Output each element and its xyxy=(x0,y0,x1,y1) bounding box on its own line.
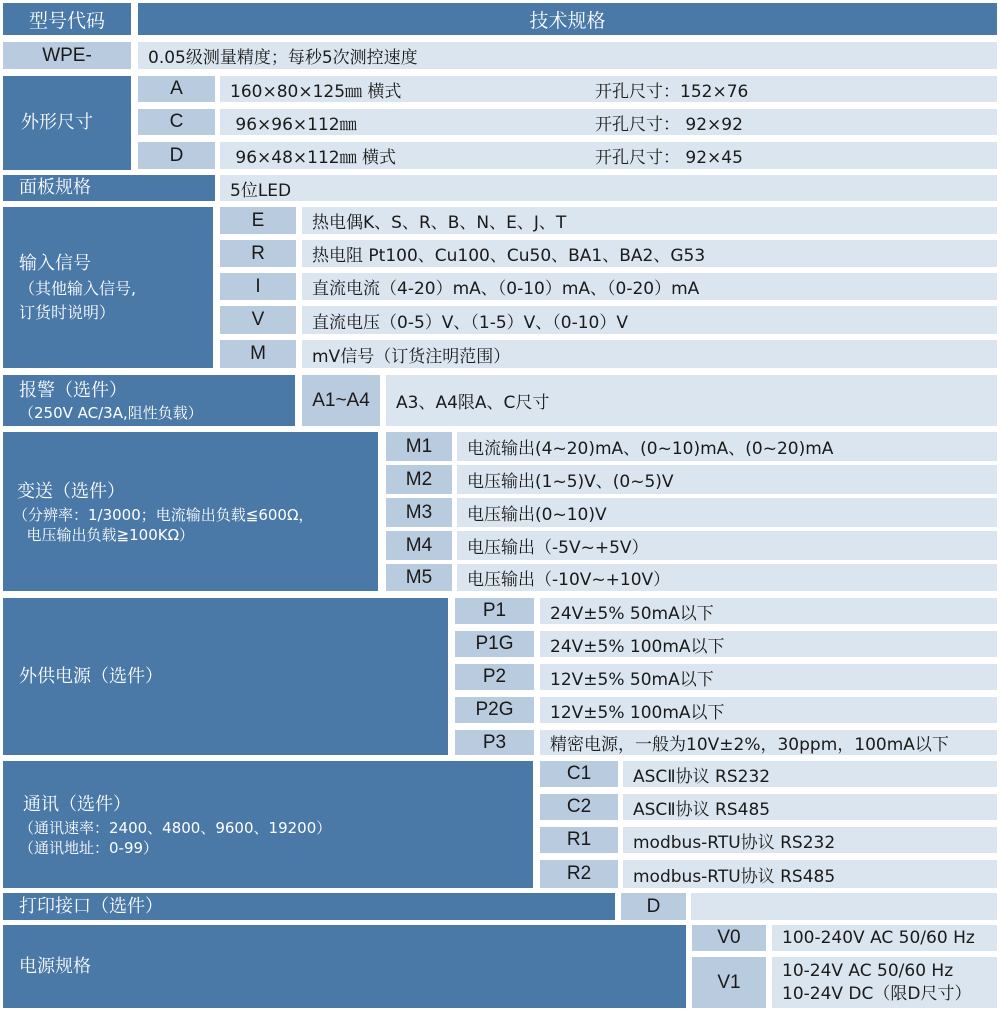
print-desc xyxy=(691,893,997,920)
input-code-m: M xyxy=(220,340,296,368)
transmit-desc-m4: 电压输出（-5V~+5V） xyxy=(457,531,997,560)
dimension-size: 96×48×112㎜ 横式 xyxy=(230,148,397,168)
comm-desc-r1: modbus-RTU协议 RS232 xyxy=(623,827,997,853)
dimension-size: 160×80×125㎜ 横式 xyxy=(230,81,402,102)
transmit-code-m3: M3 xyxy=(386,498,452,527)
transmit-desc-m5: 电压输出（-10V~+10V） xyxy=(457,564,997,591)
aux-desc-p2g: 12V±5% 100mA以下 xyxy=(540,697,997,723)
dimension-cutout: 开孔尺寸： 92×92 xyxy=(595,114,743,135)
print-code: D xyxy=(621,893,686,920)
aux-code-p1: P1 xyxy=(455,598,534,624)
panel-label xyxy=(3,175,215,201)
model-desc: 0.05级测量精度；每秒5次测控速度 xyxy=(138,42,997,69)
alarm-label-text: 报警（选件） xyxy=(19,379,127,401)
panel-desc: 5位LED xyxy=(220,175,997,201)
comm-desc-r2: modbus-RTU协议 RS485 xyxy=(623,860,997,888)
header-tech-spec: 技术规格 xyxy=(138,3,997,35)
panel-label-text: 面板规格 xyxy=(19,177,91,198)
header-model-code: 型号代码 xyxy=(3,3,131,35)
dimension-code-d: D xyxy=(138,142,215,169)
transmit-code-m4: M4 xyxy=(386,531,452,560)
alarm-code: A1~A4 xyxy=(302,375,380,426)
dimension-code-a: A xyxy=(138,76,215,102)
power-desc-v0: 100-240V AC 50/60 Hz xyxy=(772,925,997,951)
print-label-text: 打印接口（选件） xyxy=(19,895,163,917)
power-desc-v1 xyxy=(772,957,997,1008)
input-desc-i: 直流电流（4-20）mA、（0-10）mA、（0-20）mA xyxy=(302,273,997,300)
power-desc-line: 10-24V DC（限D尺寸） xyxy=(782,983,972,1004)
alarm-label xyxy=(3,375,295,426)
input-label-text: 输入信号 xyxy=(19,252,91,274)
comm-code-c2: C2 xyxy=(540,794,618,820)
power-label-text: 电源规格 xyxy=(19,955,91,977)
input-code-e: E xyxy=(220,207,296,234)
input-label xyxy=(3,207,213,368)
comm-desc-c2: ASCⅡ协议 RS485 xyxy=(623,794,997,820)
transmit-desc-m1: 电流输出(4~20)mA、(0~10)mA、(0~20)mA xyxy=(457,432,997,461)
input-desc-m: mV信号（订货注明范围） xyxy=(302,340,997,368)
aux-desc-p3: 精密电源，一般为10V±2%，30ppm，100mA以下 xyxy=(540,730,997,755)
comm-note: （通讯地址：0-99） xyxy=(19,838,159,857)
comm-code-r1: R1 xyxy=(540,827,618,853)
aux-power-label xyxy=(3,598,448,755)
input-desc-e: 热电偶K、S、R、B、N、E、J、T xyxy=(302,207,997,234)
comm-desc-c1: ASCⅡ协议 RS232 xyxy=(623,761,997,787)
transmit-label xyxy=(3,432,378,591)
power-code-v1: V1 xyxy=(692,957,766,1008)
transmit-desc-m2: 电压输出(1~5)V、(0~5)V xyxy=(457,465,997,494)
alarm-note: （250V AC/3A,阻性负载） xyxy=(19,403,203,422)
comm-label xyxy=(3,761,533,888)
dimension-size: 96×96×112㎜ xyxy=(230,114,357,135)
dimension-row-a xyxy=(220,76,997,102)
power-label xyxy=(3,925,686,1008)
dimension-row-d xyxy=(220,142,997,169)
aux-desc-p1: 24V±5% 50mA以下 xyxy=(540,598,997,624)
alarm-desc: A3、A4限A、C尺寸 xyxy=(386,375,997,426)
aux-code-p1g: P1G xyxy=(455,631,534,657)
power-code-v0: V0 xyxy=(692,925,766,951)
input-code-v: V xyxy=(220,306,296,334)
transmit-label-text: 变送（选件） xyxy=(17,480,125,502)
comm-code-r2: R2 xyxy=(540,860,618,888)
power-desc-line: 10-24V AC 50/60 Hz xyxy=(782,960,954,981)
dimensions-label xyxy=(3,76,131,170)
transmit-desc-m3: 电压输出(0~10)V xyxy=(457,498,997,527)
aux-power-label-text: 外供电源（选件） xyxy=(19,665,163,687)
dimension-cutout: 开孔尺寸：152×76 xyxy=(595,81,749,102)
print-label xyxy=(3,893,615,920)
aux-code-p3: P3 xyxy=(455,730,534,755)
dimension-code-c: C xyxy=(138,109,215,135)
aux-code-p2g: P2G xyxy=(455,697,534,723)
input-note: （其他输入信号, xyxy=(19,278,137,298)
aux-code-p2: P2 xyxy=(455,664,534,690)
dimension-row-c xyxy=(220,109,997,135)
input-desc-r: 热电阻 Pt100、Cu100、Cu50、BA1、BA2、G53 xyxy=(302,240,997,267)
dimension-cutout: 开孔尺寸： 92×45 xyxy=(595,148,743,168)
aux-desc-p2: 12V±5% 50mA以下 xyxy=(540,664,997,690)
model-code: WPE- xyxy=(3,42,131,69)
input-desc-v: 直流电压（0-5）V、（1-5）V、（0-10）V xyxy=(302,306,997,334)
comm-note: （通讯速率：2400、4800、9600、19200） xyxy=(19,818,332,837)
transmit-code-m2: M2 xyxy=(386,465,452,494)
input-code-i: I xyxy=(220,273,296,300)
comm-label-text: 通讯（选件） xyxy=(23,793,131,815)
transmit-note: 电压输出负载≧100KΩ） xyxy=(17,525,195,544)
transmit-code-m5: M5 xyxy=(386,564,452,591)
transmit-note: （分辨率：1/3000；电流输出负载≦600Ω， xyxy=(13,505,314,524)
comm-code-c1: C1 xyxy=(540,761,618,787)
dimensions-label-text: 外形尺寸 xyxy=(21,112,93,133)
input-code-r: R xyxy=(220,240,296,267)
input-note: 订货时说明） xyxy=(19,302,116,322)
transmit-code-m1: M1 xyxy=(386,432,452,461)
aux-desc-p1g: 24V±5% 100mA以下 xyxy=(540,631,997,657)
